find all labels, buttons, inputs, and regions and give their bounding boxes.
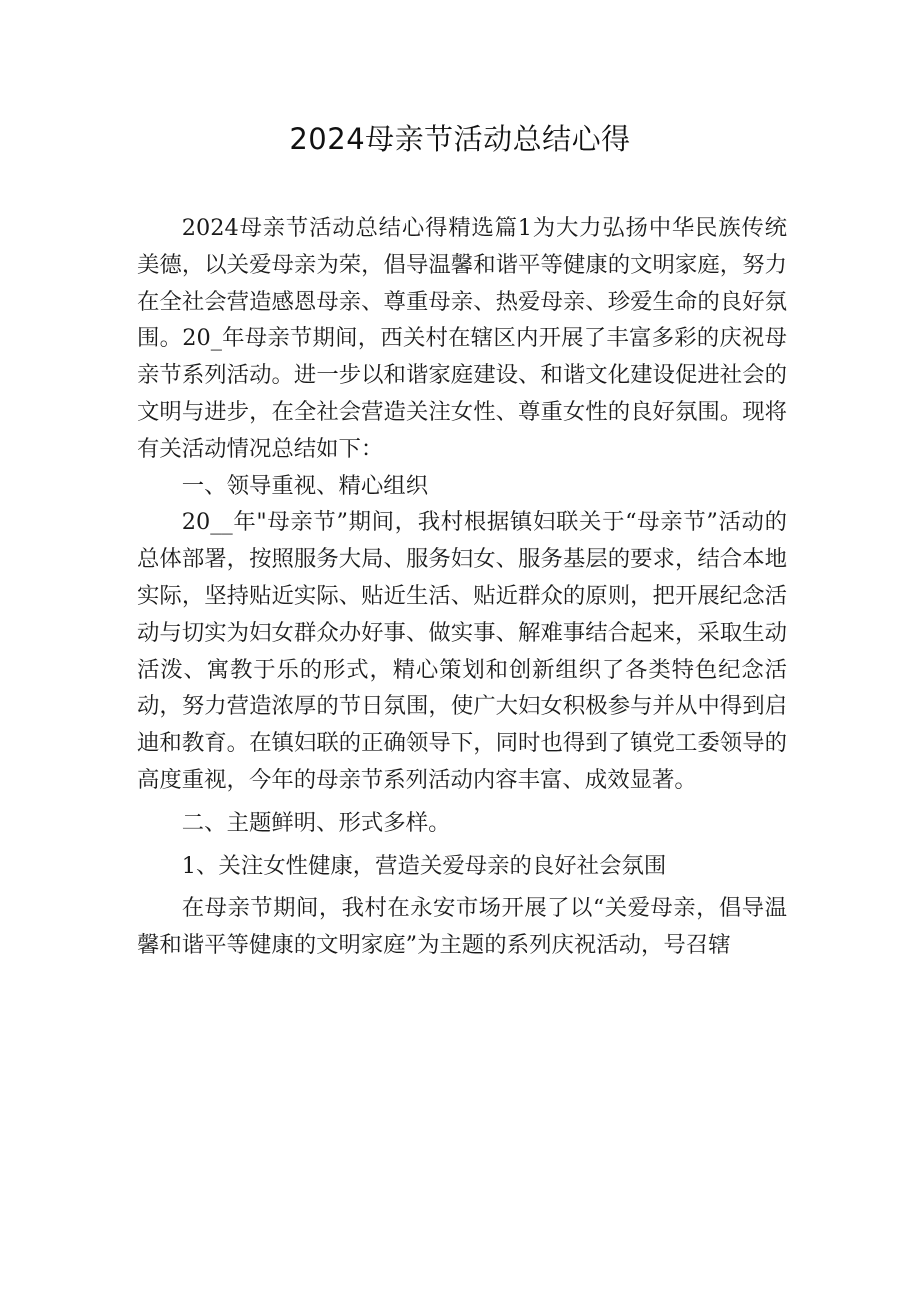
section-heading-1: 一、领导重视、精心组织: [181, 472, 429, 499]
section-heading-2: 二、主题鲜明、形式多样。: [181, 809, 451, 836]
document-body: [137, 210, 787, 964]
document-title: 2024母亲节活动总结心得: [289, 122, 631, 156]
subsection-1-paragraph: 在母亲节期间，我村在永安市场开展了以“关爱母亲，倡导温馨和谐平等健康的文明家庭”为主题的系列庆祝活动，号召辖: [137, 895, 787, 959]
subsection-heading-1: 1、关注女性健康，营造关爱母亲的良好社会氛围: [181, 852, 667, 879]
section-1-paragraph: 20__年"母亲节”期间，我村根据镇妇联关于“母亲节”活动的总体部署，按照服务大局、服务妇女、服务基层的要求，结合本地实际，坚持贴近实际、贴近生活、贴近群众的原则，把开展纪念活动与切实为妇女群众办好事、做实事、解难事结合起来，采取生动活泼、寓教于乐的形式，精心策划和创新组织了各类特色纪念活动，努力营造浓厚的节日氛围，使广大妇女积极参与并从中得到启迪和教育。在镇妇联的正确领导下，同时也得到了镇党工委领导的高度重视，今年的母亲节系列活动内容丰富、成效显著。: [137, 509, 787, 793]
intro-paragraph: 2024母亲节活动总结心得精选篇1为大力弘扬中华民族传统美德，以关爱母亲为荣，倡导温馨和谐平等健康的文明家庭，努力在全社会营造感恩母亲、尊重母亲、热爱母亲、珍爱生命的良好氛围。20_年母亲节期间，西关村在辖区内开展了丰富多彩的庆祝母亲节系列活动。进一步以和谐家庭建设、和谐文化建设促进社会的文明与进步，在全社会营造关注女性、尊重女性的良好氛围。现将有关活动情况总结如下：: [137, 215, 787, 462]
